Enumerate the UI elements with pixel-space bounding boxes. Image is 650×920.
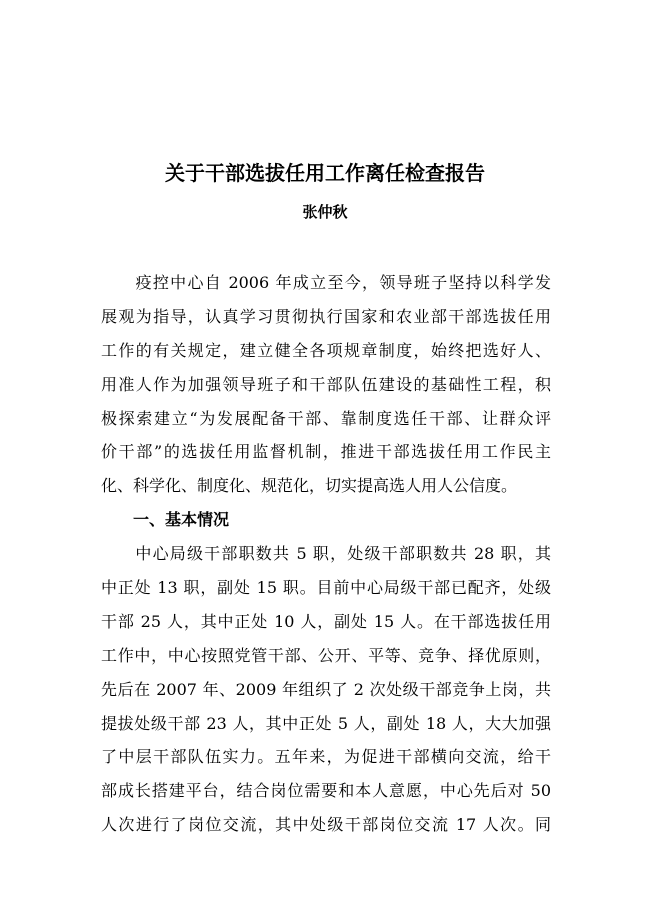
paragraph-line: 极探索建立“为发展配备干部、靠制度选任干部、让群众评 (101, 408, 551, 428)
paragraph-line: 用准人作为加强领导班子和干部队伍建设的基础性工程，积 (101, 374, 551, 394)
paragraph-line: 人次进行了岗位交流，其中处级干部岗位交流 17 人次。同 (101, 815, 551, 835)
paragraph-line: 部成长搭建平台，结合岗位需要和本人意愿，中心先后对 50 (101, 781, 551, 801)
paragraph-line: 了中层干部队伍实力。五年来，为促进干部横向交流，给干 (101, 747, 551, 767)
paragraph-line: 干部 25 人，其中正处 10 人，副处 15 人。在干部选拔任用 (101, 611, 551, 631)
paragraph-line: 展观为指导，认真学习贯彻执行国家和农业部干部选拔任用 (101, 306, 551, 326)
paragraph-line: 中心局级干部职数共 5 职，处级干部职数共 28 职，其 (101, 544, 551, 564)
paragraph-line: 中正处 13 职，副处 15 职。目前中心局级干部已配齐，处级 (101, 578, 551, 598)
paragraph-line: 工作的有关规定，建立健全各项规章制度，始终把选好人、 (101, 340, 551, 360)
paragraph-line: 先后在 2007 年、2009 年组织了 2 次处级干部竞争上岗，共 (101, 679, 551, 699)
document-title: 关于干部选拔任用工作离任检查报告 (165, 161, 485, 185)
document-author: 张仲秋 (302, 203, 348, 221)
paragraph-line: 疫控中心自 2006 年成立至今，领导班子坚持以科学发 (101, 273, 551, 292)
document-body (101, 266, 551, 842)
paragraph-line: 价干部”的选拔任用监督机制，推进干部选拔任用工作民主 (101, 442, 551, 462)
section-heading: 一、基本情况 (133, 510, 230, 530)
paragraph-line: 工作中，中心按照党管干部、公开、平等、竞争、择优原则， (101, 645, 551, 665)
paragraph-line: 化、科学化、制度化、规范化，切实提高选人用人公信度。 (101, 476, 518, 496)
paragraph-line: 提拔处级干部 23 人，其中正处 5 人，副处 18 人，大大加强 (101, 713, 551, 733)
